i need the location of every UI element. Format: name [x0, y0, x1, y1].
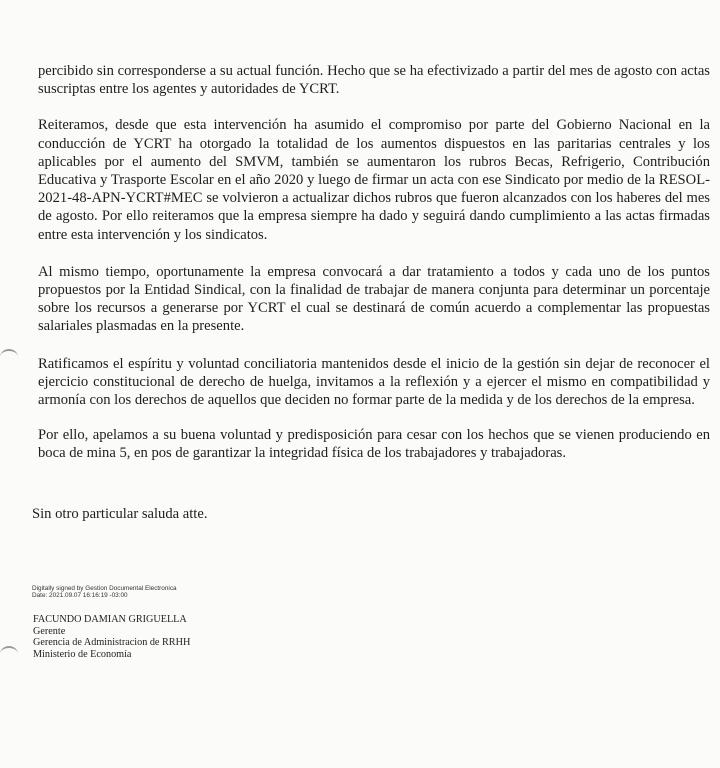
- paragraph-3: Al mismo tiempo, oportunamente la empresa convocará a dar tratamiento a todos y cada uno de los puntos propuestos por la Entidad Sindical, con la finalidad de trabajar de manera conjunta para determinar un porcentaje sobre los recursos a generarse por YCRT el cual se destinará de común acuerdo a complementar las propuestas salariales plasmadas en la presente.: [38, 263, 710, 335]
- signer-department: Gerencia de Administracion de RRHH: [33, 637, 191, 649]
- digital-signature-stamp: [32, 585, 177, 599]
- paragraph-2: Reiteramos, desde que esta intervención ha asumido el compromiso por parte del Gobierno Nacional en la conducción de YCRT ha otorgado la totalidad de los aumentos dispuestos en las paritarias centrales y los aplicables por el aumento del SMVM, también se aumentaron los rubros Becas, Refrigerio, Contribución Educativa y Trasporte Escolar en el año 2020 y luego de firmar un acta con ese Sindicato por medio de la RESOL-2021-48-APN-YCRT#MEC se volvieron a actualizar dichos rubros que fueron alcanzados con los haberes del mes de agosto. Por ello reiteramos que la empresa siempre ha dado y seguirá dando cumplimiento a las actas firmadas entre esta intervención y los sindicatos.: [38, 117, 710, 243]
- page-edge-mark: [0, 646, 18, 662]
- document-body: [38, 62, 710, 481]
- closing-salutation: Sin otro particular saluda atte.: [32, 506, 208, 522]
- page-edge-mark: [0, 349, 18, 365]
- paragraph-1: percibido sin corresponderse a su actual función. Hecho que se ha efectivizado a partir del mes de agosto con actas suscriptas entre los agentes y autoridades de YCRT.: [38, 63, 710, 98]
- signer-name: FACUNDO DAMIAN GRIGUELLA: [33, 614, 187, 625]
- digital-signature-line: Digitally signed by Gestion Documental Electronica: [32, 585, 177, 592]
- signer-ministry: Ministerio de Economía: [33, 648, 132, 660]
- signer-position: Gerente: [33, 625, 66, 637]
- paragraph-4: Ratificamos el espíritu y voluntad conciliatoria mantenidos desde el inicio de la gestión sin dejar de reconocer el ejercicio constitucional de derecho de huelga, invitamos a la reflexión y a ejercer el mismo en compatibilidad y armonía con los derechos de aquellos que deciden no formar parte de la medida y de los derechos de la empresa.: [38, 355, 710, 409]
- paragraph-5: Por ello, apelamos a su buena voluntad y predisposición para cesar con los hechos que se vienen produciendo en boca de mina 5, en pos de garantizar la integridad física de los trabajadores y trabajadoras.: [38, 427, 710, 462]
- digital-signature-date: Date: 2021.09.07 16:16:19 -03:00: [32, 592, 128, 599]
- signer-block: [33, 614, 190, 660]
